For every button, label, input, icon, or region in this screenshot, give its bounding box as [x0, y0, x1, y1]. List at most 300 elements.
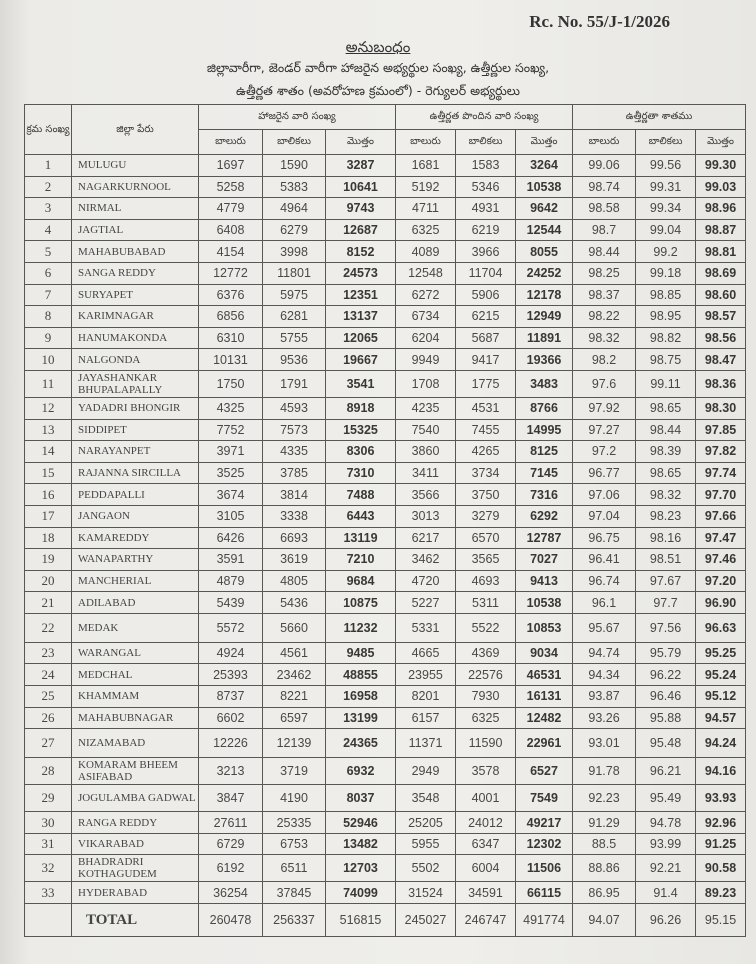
cell-appeared-boys: 6192 [199, 855, 263, 882]
cell-appeared-girls: 1590 [263, 155, 326, 177]
cell-appeared-boys: 6856 [199, 306, 263, 328]
cell-passed-girls: 5311 [456, 592, 516, 614]
cell-district-name: KHAMMAM [72, 686, 199, 708]
cell-passed-girls: 9417 [456, 349, 516, 371]
cell-appeared-boys: 36254 [199, 882, 263, 904]
table-row [25, 306, 746, 328]
cell-appeared-girls: 25335 [263, 812, 326, 834]
cell-passed-total: 8125 [516, 441, 573, 463]
cell-percent-total: 95.25 [696, 642, 746, 664]
cell-percent-total: 96.63 [696, 613, 746, 642]
cell-appeared-total: 9485 [326, 642, 396, 664]
cell-appeared-total: 24573 [326, 262, 396, 284]
cell-total-percent-boys: 94.07 [573, 904, 636, 937]
cell-serial-number: 10 [25, 349, 72, 371]
cell-appeared-girls: 6753 [263, 833, 326, 855]
cell-percent-boys: 94.74 [573, 642, 636, 664]
cell-appeared-girls: 4561 [263, 642, 326, 664]
table-row [25, 855, 746, 882]
cell-percent-total: 98.81 [696, 241, 746, 263]
cell-percent-girls: 95.49 [636, 785, 696, 812]
cell-passed-total: 8055 [516, 241, 573, 263]
cell-appeared-boys: 1697 [199, 155, 263, 177]
table-row [25, 758, 746, 785]
cell-district-name: MEDCHAL [72, 664, 199, 686]
cell-total-percent-total: 95.15 [696, 904, 746, 937]
cell-percent-total: 93.93 [696, 785, 746, 812]
cell-appeared-total: 13199 [326, 707, 396, 729]
cell-appeared-boys: 12772 [199, 262, 263, 284]
cell-serial-number: 15 [25, 462, 72, 484]
cell-percent-total: 97.46 [696, 549, 746, 571]
cell-total-passed-boys: 245027 [396, 904, 456, 937]
cell-district-name: KARIMNAGAR [72, 306, 199, 328]
cell-percent-girls: 92.21 [636, 855, 696, 882]
cell-district-name: YADADRI BHONGIR [72, 397, 199, 419]
cell-percent-girls: 93.99 [636, 833, 696, 855]
cell-passed-total: 22961 [516, 729, 573, 758]
cell-percent-girls: 95.88 [636, 707, 696, 729]
cell-passed-total: 9034 [516, 642, 573, 664]
cell-percent-total: 94.16 [696, 758, 746, 785]
cell-appeared-girls: 4805 [263, 570, 326, 592]
cell-percent-total: 97.47 [696, 527, 746, 549]
cell-percent-girls: 99.31 [636, 176, 696, 198]
cell-serial-number: 1 [25, 155, 72, 177]
cell-percent-total: 98.36 [696, 370, 746, 397]
cell-passed-total: 8766 [516, 397, 573, 419]
cell-percent-girls: 99.34 [636, 198, 696, 220]
cell-total-passed-total: 491774 [516, 904, 573, 937]
cell-passed-girls: 11590 [456, 729, 516, 758]
cell-total-appeared-boys: 260478 [199, 904, 263, 937]
cell-passed-girls: 7455 [456, 419, 516, 441]
cell-appeared-boys: 6602 [199, 707, 263, 729]
cell-passed-girls: 4369 [456, 642, 516, 664]
cell-appeared-total: 16958 [326, 686, 396, 708]
cell-percent-total: 89.23 [696, 882, 746, 904]
cell-district-name: HYDERABAD [72, 882, 199, 904]
cell-passed-boys: 3462 [396, 549, 456, 571]
cell-percent-boys: 91.78 [573, 758, 636, 785]
cell-percent-girls: 99.04 [636, 219, 696, 241]
header-percent-boys: బాలురు [573, 130, 636, 155]
cell-serial-number: 8 [25, 306, 72, 328]
header-group-pass-percentage: ఉత్తీర్ణతా శాతము [573, 105, 746, 130]
cell-appeared-total: 15325 [326, 419, 396, 441]
cell-appeared-girls: 5660 [263, 613, 326, 642]
cell-serial-number: 2 [25, 176, 72, 198]
table-row [25, 219, 746, 241]
cell-appeared-total: 12687 [326, 219, 396, 241]
cell-percent-total: 98.60 [696, 284, 746, 306]
cell-passed-boys: 4089 [396, 241, 456, 263]
cell-appeared-total: 8306 [326, 441, 396, 463]
cell-passed-boys: 5955 [396, 833, 456, 855]
cell-passed-total: 9642 [516, 198, 573, 220]
cell-passed-girls: 3565 [456, 549, 516, 571]
cell-percent-boys: 97.6 [573, 370, 636, 397]
cell-appeared-girls: 11801 [263, 262, 326, 284]
cell-serial-number: 32 [25, 855, 72, 882]
cell-passed-boys: 2949 [396, 758, 456, 785]
cell-percent-boys: 93.01 [573, 729, 636, 758]
cell-appeared-boys: 3847 [199, 785, 263, 812]
cell-passed-total: 6527 [516, 758, 573, 785]
cell-passed-total: 16131 [516, 686, 573, 708]
cell-passed-boys: 5502 [396, 855, 456, 882]
cell-percent-total: 98.47 [696, 349, 746, 371]
cell-passed-boys: 5227 [396, 592, 456, 614]
header-passed-total: మొత్తం [516, 130, 573, 155]
cell-percent-boys: 96.77 [573, 462, 636, 484]
cell-serial-number: 30 [25, 812, 72, 834]
cell-appeared-boys: 4325 [199, 397, 263, 419]
cell-appeared-boys: 4779 [199, 198, 263, 220]
cell-appeared-boys: 8737 [199, 686, 263, 708]
cell-passed-girls: 4001 [456, 785, 516, 812]
table-row [25, 833, 746, 855]
cell-serial-number: 6 [25, 262, 72, 284]
table-total-row [25, 904, 746, 937]
cell-percent-boys: 98.7 [573, 219, 636, 241]
cell-passed-total: 3483 [516, 370, 573, 397]
cell-percent-girls: 98.39 [636, 441, 696, 463]
cell-appeared-total: 11232 [326, 613, 396, 642]
cell-passed-boys: 6272 [396, 284, 456, 306]
cell-passed-boys: 23955 [396, 664, 456, 686]
cell-passed-boys: 3411 [396, 462, 456, 484]
cell-percent-girls: 98.51 [636, 549, 696, 571]
cell-passed-girls: 6570 [456, 527, 516, 549]
cell-appeared-girls: 3338 [263, 505, 326, 527]
cell-percent-total: 97.82 [696, 441, 746, 463]
cell-appeared-total: 8037 [326, 785, 396, 812]
cell-percent-boys: 95.67 [573, 613, 636, 642]
cell-percent-total: 99.30 [696, 155, 746, 177]
cell-passed-boys: 4711 [396, 198, 456, 220]
cell-district-name: KAMAREDDY [72, 527, 199, 549]
cell-percent-boys: 97.27 [573, 419, 636, 441]
cell-appeared-boys: 10131 [199, 349, 263, 371]
cell-passed-girls: 1775 [456, 370, 516, 397]
table-row [25, 707, 746, 729]
cell-percent-total: 97.20 [696, 570, 746, 592]
cell-percent-girls: 96.21 [636, 758, 696, 785]
cell-passed-girls: 6219 [456, 219, 516, 241]
cell-passed-girls: 4531 [456, 397, 516, 419]
cell-district-name: MAHABUBNAGAR [72, 707, 199, 729]
cell-passed-boys: 3860 [396, 441, 456, 463]
cell-percent-total: 96.90 [696, 592, 746, 614]
table-row [25, 505, 746, 527]
cell-percent-girls: 94.78 [636, 812, 696, 834]
cell-passed-total: 12787 [516, 527, 573, 549]
table-row [25, 664, 746, 686]
cell-district-name: JAGTIAL [72, 219, 199, 241]
cell-percent-girls: 98.95 [636, 306, 696, 328]
cell-district-name: NARAYANPET [72, 441, 199, 463]
cell-passed-total: 14995 [516, 419, 573, 441]
cell-appeared-total: 13119 [326, 527, 396, 549]
cell-percent-total: 99.03 [696, 176, 746, 198]
cell-percent-girls: 98.82 [636, 327, 696, 349]
cell-percent-girls: 96.46 [636, 686, 696, 708]
cell-appeared-total: 24365 [326, 729, 396, 758]
cell-appeared-girls: 3785 [263, 462, 326, 484]
cell-percent-boys: 86.95 [573, 882, 636, 904]
cell-passed-girls: 3966 [456, 241, 516, 263]
cell-passed-boys: 1708 [396, 370, 456, 397]
cell-total-passed-girls: 246747 [456, 904, 516, 937]
cell-percent-boys: 96.1 [573, 592, 636, 614]
cell-appeared-total: 12351 [326, 284, 396, 306]
cell-district-name: NIZAMABAD [72, 729, 199, 758]
table-row [25, 812, 746, 834]
table-row [25, 686, 746, 708]
table-row [25, 397, 746, 419]
cell-district-name: NALGONDA [72, 349, 199, 371]
cell-passed-boys: 6325 [396, 219, 456, 241]
cell-appeared-boys: 6408 [199, 219, 263, 241]
cell-passed-boys: 3013 [396, 505, 456, 527]
cell-passed-girls: 4931 [456, 198, 516, 220]
cell-passed-girls: 5687 [456, 327, 516, 349]
cell-percent-total: 95.12 [696, 686, 746, 708]
cell-percent-girls: 91.4 [636, 882, 696, 904]
cell-passed-girls: 6325 [456, 707, 516, 729]
cell-percent-girls: 99.2 [636, 241, 696, 263]
cell-district-name: MEDAK [72, 613, 199, 642]
cell-district-name: MULUGU [72, 155, 199, 177]
cell-percent-boys: 98.37 [573, 284, 636, 306]
cell-appeared-boys: 6729 [199, 833, 263, 855]
cell-passed-girls: 5522 [456, 613, 516, 642]
header-district-name: జిల్లా పేరు [72, 105, 199, 155]
cell-passed-girls: 7930 [456, 686, 516, 708]
header-serial-number: క్రమ సంఖ్య [25, 105, 72, 155]
header-percent-girls: బాలికలు [636, 130, 696, 155]
cell-appeared-boys: 3674 [199, 484, 263, 506]
cell-appeared-total: 9743 [326, 198, 396, 220]
cell-district-name: HANUMAKONDA [72, 327, 199, 349]
cell-serial-number: 3 [25, 198, 72, 220]
cell-passed-boys: 6157 [396, 707, 456, 729]
cell-passed-boys: 25205 [396, 812, 456, 834]
table-row [25, 370, 746, 397]
cell-appeared-girls: 4964 [263, 198, 326, 220]
cell-appeared-girls: 3719 [263, 758, 326, 785]
cell-percent-boys: 97.92 [573, 397, 636, 419]
cell-appeared-girls: 7573 [263, 419, 326, 441]
cell-passed-girls: 6215 [456, 306, 516, 328]
cell-percent-total: 97.74 [696, 462, 746, 484]
cell-passed-total: 6292 [516, 505, 573, 527]
cell-appeared-boys: 3591 [199, 549, 263, 571]
document-subtitle-line-2: ఉత్తీర్ణత శాతం (అవరోహణ క్రమంలో) - రెగ్యులర్ అభ్యర్థులు [236, 83, 520, 98]
cell-passed-boys: 8201 [396, 686, 456, 708]
cell-district-name: SIDDIPET [72, 419, 199, 441]
cell-district-name: RAJANNA SIRCILLA [72, 462, 199, 484]
cell-passed-total: 12949 [516, 306, 573, 328]
cell-district-name: SANGA REDDY [72, 262, 199, 284]
table-row [25, 198, 746, 220]
cell-percent-girls: 99.56 [636, 155, 696, 177]
cell-appeared-total: 13482 [326, 833, 396, 855]
cell-passed-total: 10853 [516, 613, 573, 642]
cell-percent-total: 98.57 [696, 306, 746, 328]
cell-passed-boys: 3548 [396, 785, 456, 812]
reference-number: Rc. No. 55/J-1/2026 [529, 12, 670, 31]
cell-appeared-girls: 12139 [263, 729, 326, 758]
cell-percent-girls: 99.18 [636, 262, 696, 284]
cell-appeared-boys: 5439 [199, 592, 263, 614]
cell-serial-number: 24 [25, 664, 72, 686]
cell-district-name: BHADRADRI KOTHAGUDEM [72, 855, 199, 882]
cell-district-name: WARANGAL [72, 642, 199, 664]
cell-passed-girls: 1583 [456, 155, 516, 177]
cell-passed-total: 24252 [516, 262, 573, 284]
cell-appeared-boys: 6376 [199, 284, 263, 306]
cell-appeared-boys: 1750 [199, 370, 263, 397]
cell-serial-number: 9 [25, 327, 72, 349]
cell-percent-boys: 98.74 [573, 176, 636, 198]
cell-passed-girls: 5346 [456, 176, 516, 198]
cell-serial-number: 17 [25, 505, 72, 527]
cell-appeared-girls: 3814 [263, 484, 326, 506]
cell-appeared-girls: 1791 [263, 370, 326, 397]
cell-appeared-boys: 3213 [199, 758, 263, 785]
cell-appeared-boys: 27611 [199, 812, 263, 834]
cell-district-name: PEDDAPALLI [72, 484, 199, 506]
cell-percent-girls: 98.65 [636, 397, 696, 419]
cell-appeared-boys: 5258 [199, 176, 263, 198]
cell-passed-girls: 5906 [456, 284, 516, 306]
cell-serial-number: 18 [25, 527, 72, 549]
cell-district-name: WANAPARTHY [72, 549, 199, 571]
cell-percent-girls: 98.32 [636, 484, 696, 506]
cell-district-name: KOMARAM BHEEM ASIFABAD [72, 758, 199, 785]
cell-passed-boys: 7540 [396, 419, 456, 441]
document-subtitle-line-1: జిల్లావారీగా, జెండర్ వారీగా హాజరైన అభ్యర్థుల సంఖ్య, ఉత్తీర్ణుల సంఖ్య, [206, 60, 550, 75]
cell-passed-boys: 5331 [396, 613, 456, 642]
cell-appeared-girls: 6597 [263, 707, 326, 729]
cell-serial-number: 27 [25, 729, 72, 758]
cell-percent-boys: 96.41 [573, 549, 636, 571]
cell-percent-boys: 88.5 [573, 833, 636, 855]
cell-passed-girls: 3279 [456, 505, 516, 527]
cell-percent-girls: 95.79 [636, 642, 696, 664]
cell-passed-girls: 4265 [456, 441, 516, 463]
cell-district-name: JOGULAMBA GADWAL [72, 785, 199, 812]
cell-passed-girls: 22576 [456, 664, 516, 686]
cell-passed-total: 9413 [516, 570, 573, 592]
cell-district-name: ADILABAD [72, 592, 199, 614]
table-row [25, 419, 746, 441]
cell-appeared-boys: 4154 [199, 241, 263, 263]
cell-appeared-boys: 5572 [199, 613, 263, 642]
cell-district-name: JAYASHANKAR BHUPALAPALLY [72, 370, 199, 397]
cell-appeared-boys: 3105 [199, 505, 263, 527]
cell-serial-number: 33 [25, 882, 72, 904]
table-row [25, 592, 746, 614]
cell-appeared-girls: 5436 [263, 592, 326, 614]
cell-passed-boys: 31524 [396, 882, 456, 904]
cell-appeared-total: 10875 [326, 592, 396, 614]
table-group-header-row [25, 105, 746, 130]
cell-percent-girls: 97.67 [636, 570, 696, 592]
cell-serial-number: 5 [25, 241, 72, 263]
cell-passed-boys: 6217 [396, 527, 456, 549]
table-row [25, 155, 746, 177]
header-percent-total: మొత్తం [696, 130, 746, 155]
cell-percent-boys: 98.22 [573, 306, 636, 328]
table-row [25, 441, 746, 463]
cell-total-serial-empty [25, 904, 72, 937]
cell-percent-total: 95.24 [696, 664, 746, 686]
cell-passed-girls: 3734 [456, 462, 516, 484]
cell-appeared-total: 74099 [326, 882, 396, 904]
cell-passed-total: 10538 [516, 176, 573, 198]
cell-passed-total: 7316 [516, 484, 573, 506]
cell-percent-boys: 98.44 [573, 241, 636, 263]
cell-appeared-total: 12703 [326, 855, 396, 882]
cell-percent-total: 98.96 [696, 198, 746, 220]
cell-appeared-total: 8152 [326, 241, 396, 263]
cell-percent-boys: 88.86 [573, 855, 636, 882]
cell-passed-boys: 3566 [396, 484, 456, 506]
table-row [25, 882, 746, 904]
header-passed-girls: బాలికలు [456, 130, 516, 155]
cell-percent-total: 98.69 [696, 262, 746, 284]
cell-percent-boys: 91.29 [573, 812, 636, 834]
cell-appeared-total: 3541 [326, 370, 396, 397]
cell-passed-total: 19366 [516, 349, 573, 371]
cell-appeared-girls: 4335 [263, 441, 326, 463]
cell-passed-boys: 12548 [396, 262, 456, 284]
cell-appeared-boys: 6310 [199, 327, 263, 349]
cell-percent-girls: 98.44 [636, 419, 696, 441]
cell-percent-boys: 96.75 [573, 527, 636, 549]
cell-percent-girls: 98.75 [636, 349, 696, 371]
cell-appeared-boys: 25393 [199, 664, 263, 686]
table-row [25, 570, 746, 592]
cell-serial-number: 29 [25, 785, 72, 812]
cell-passed-total: 12178 [516, 284, 573, 306]
cell-passed-boys: 4235 [396, 397, 456, 419]
cell-passed-total: 46531 [516, 664, 573, 686]
cell-serial-number: 22 [25, 613, 72, 642]
cell-district-name: NAGARKURNOOL [72, 176, 199, 198]
table-row [25, 327, 746, 349]
cell-percent-total: 94.57 [696, 707, 746, 729]
table-row [25, 527, 746, 549]
cell-percent-total: 90.58 [696, 855, 746, 882]
cell-serial-number: 11 [25, 370, 72, 397]
cell-passed-boys: 6204 [396, 327, 456, 349]
cell-district-name: VIKARABAD [72, 833, 199, 855]
cell-serial-number: 25 [25, 686, 72, 708]
cell-serial-number: 31 [25, 833, 72, 855]
header-passed-boys: బాలురు [396, 130, 456, 155]
cell-appeared-boys: 4924 [199, 642, 263, 664]
cell-district-name: RANGA REDDY [72, 812, 199, 834]
cell-serial-number: 13 [25, 419, 72, 441]
cell-district-name: JANGAON [72, 505, 199, 527]
cell-percent-boys: 98.25 [573, 262, 636, 284]
cell-district-name: NIRMAL [72, 198, 199, 220]
cell-appeared-girls: 37845 [263, 882, 326, 904]
